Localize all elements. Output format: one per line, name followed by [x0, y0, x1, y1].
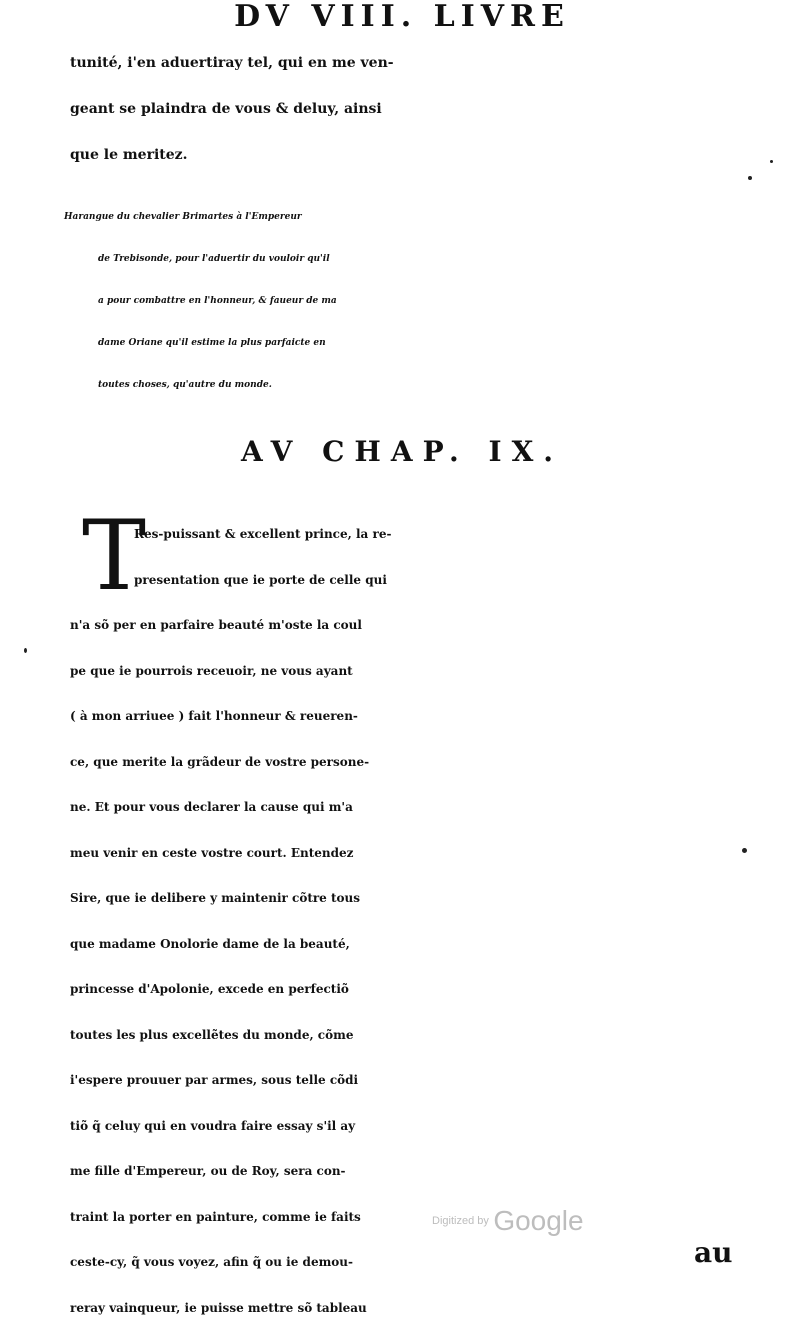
argument-line: de Trebisonde, pour l'aduertir du vouloir qu'il [64, 238, 764, 280]
google-logo: Google [493, 1205, 583, 1236]
argument-line: Harangue du chevalier Brimartes à l'Empereur [64, 196, 764, 238]
running-head: DV VIII. LIVRE [0, 0, 804, 34]
ink-speck [24, 648, 27, 653]
body-line: Sire, que ie delibere y maintenir cõtre tous [70, 876, 770, 922]
watermark-prefix: Digitized by [432, 1215, 489, 1227]
chapter-heading: AV CHAP. IX. [0, 432, 804, 472]
body-line: traint la porter en painture, comme ie faits [70, 1195, 770, 1241]
ink-speck [770, 160, 773, 163]
argument-line: toutes choses, qu'autre du monde. [64, 364, 764, 406]
body-line: ceste-cy, q̃ vous voyez, afin q̃ ou ie demou- [70, 1240, 770, 1286]
body-line: ce, que merite la grãdeur de vostre persone- [70, 740, 770, 786]
top-paragraph [70, 40, 770, 178]
ink-speck [742, 848, 747, 853]
body-line: reray vainqueur, ie puisse mettre sõ tableau [70, 1286, 770, 1331]
body-line: n'a sõ per en parfaire beauté m'oste la coul [70, 603, 770, 649]
ink-speck [748, 176, 752, 180]
chapter-argument [64, 196, 764, 406]
digitizer-watermark [432, 1205, 584, 1237]
chapter-body [70, 512, 770, 1331]
body-line: presentation que ie porte de celle qui [70, 558, 770, 604]
argument-line: a pour combattre en l'honneur, & faueur de ma [64, 280, 764, 322]
text-line: tunité, i'en aduertiray tel, qui en me ven- [70, 40, 770, 86]
drop-cap: T [82, 508, 146, 604]
body-line: ( à mon arriuee ) fait l'honneur & reueren- [70, 694, 770, 740]
body-line: me fille d'Empereur, ou de Roy, sera con- [70, 1149, 770, 1195]
body-line: tiõ q̃ celuy qui en voudra faire essay s'il ay [70, 1104, 770, 1150]
catchword: au [694, 1236, 733, 1270]
body-line: meu venir en ceste vostre court. Entendez [70, 831, 770, 877]
body-line: ne. Et pour vous declarer la cause qui m'a [70, 785, 770, 831]
body-line: pe que ie pourrois receuoir, ne vous ayant [70, 649, 770, 695]
body-line: que madame Onolorie dame de la beauté, [70, 922, 770, 968]
text-line: geant se plaindra de vous & deluy, ainsi [70, 86, 770, 132]
text-line: que le meritez. [70, 132, 770, 178]
body-line: toutes les plus excellẽtes du monde, cõme [70, 1013, 770, 1059]
body-line: i'espere prouuer par armes, sous telle cõdi [70, 1058, 770, 1104]
body-line: Res-puissant & excellent prince, la re- [70, 512, 770, 558]
body-line: princesse d'Apolonie, excede en perfectiõ [70, 967, 770, 1013]
argument-line: dame Oriane qu'il estime la plus parfaicte en [64, 322, 764, 364]
